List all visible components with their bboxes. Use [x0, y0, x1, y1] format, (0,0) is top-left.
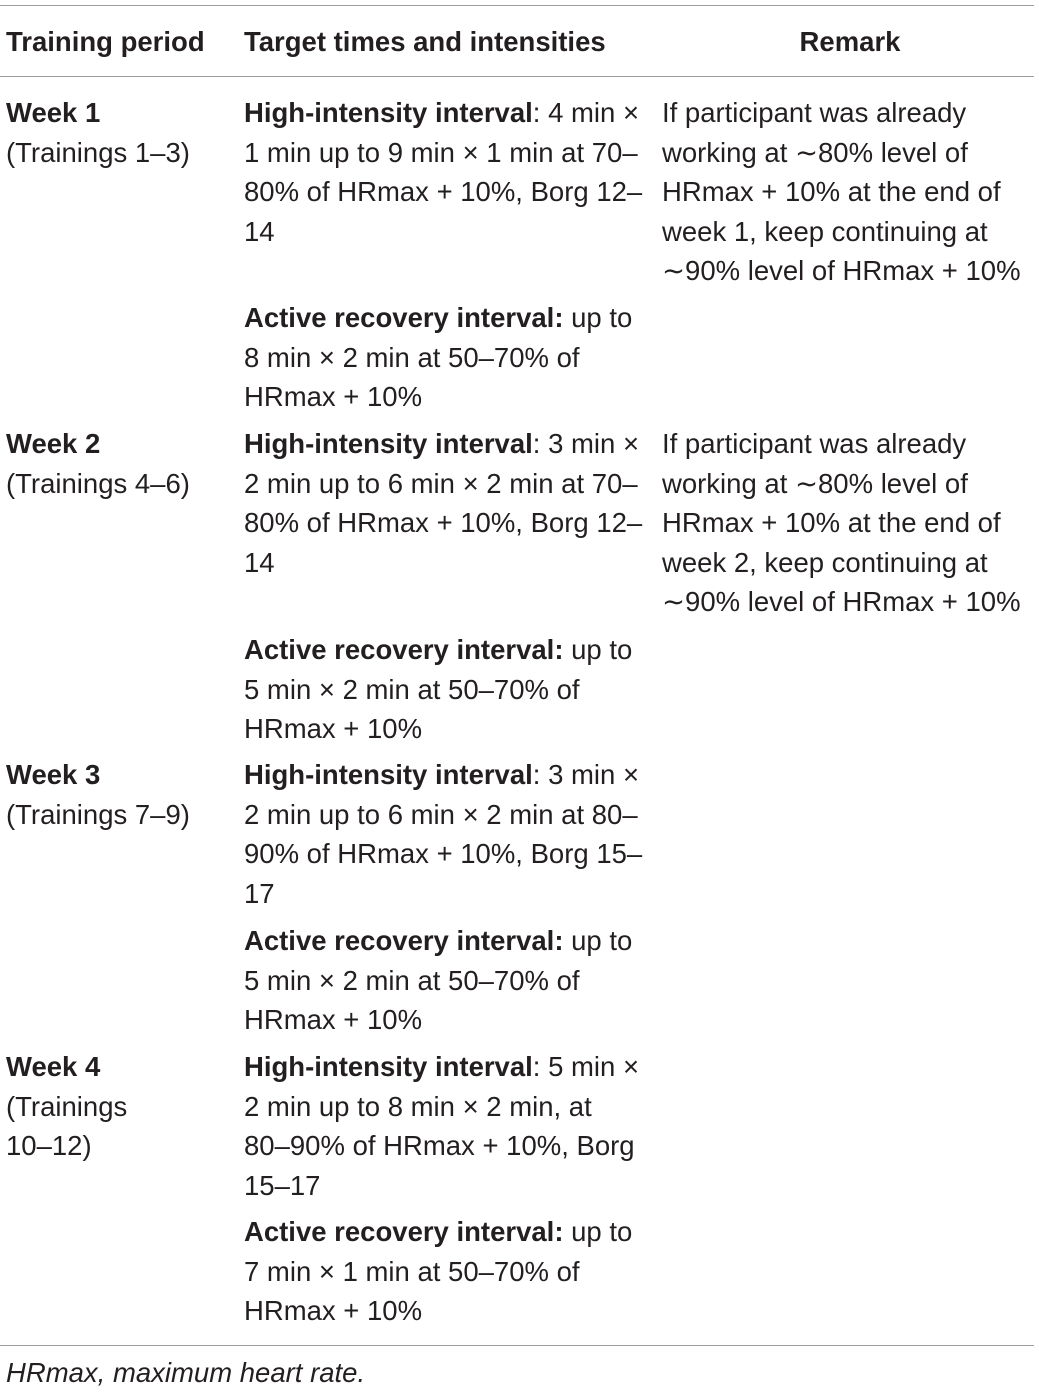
high-intensity-text: : 3 min × 2 min up to 6 min × 2 min at 70–80% of HRmax + 10%, Borg 12–14: [244, 428, 643, 578]
trainings-label: (Trainings 1–3): [6, 136, 190, 168]
high-intensity-text: : 3 min × 2 min up to 6 min × 2 min at 80–90% of HRmax + 10%, Borg 15–17: [244, 759, 643, 909]
week-label: Week 3: [6, 759, 101, 790]
table-row-week-2-high-intensity: [244, 424, 644, 582]
table-row-week-3-active-recovery: [244, 921, 644, 1040]
active-recovery-label: Active recovery interval:: [244, 634, 564, 665]
trainings-label: (Trainings 7–9): [6, 798, 190, 830]
high-intensity-label: High-intensity interval: [244, 428, 533, 459]
week-label: Week 2: [6, 428, 101, 459]
active-recovery-label: Active recovery interval:: [244, 925, 564, 956]
high-intensity-text: : 4 min × 1 min up to 9 min × 1 min at 70–80% of HRmax + 10%, Borg 12–14: [244, 97, 643, 247]
table-row-week-1-active-recovery: [244, 298, 644, 417]
high-intensity-label: High-intensity interval: [244, 759, 533, 790]
header-training-period: Training period: [6, 26, 205, 57]
active-recovery-label: Active recovery interval:: [244, 1216, 564, 1247]
table-row-week-3-period: [6, 755, 231, 834]
active-recovery-text: up to 8 min × 2 min at 50–70% of HRmax + 10%: [244, 302, 633, 412]
header-bottom-rule: [0, 76, 1034, 77]
active-recovery-text: up to 7 min × 1 min at 50–70% of HRmax + 10%: [244, 1216, 633, 1326]
table-row-week-2-active-recovery: [244, 630, 644, 749]
table-row-week-1-high-intensity: [244, 93, 644, 251]
table-row-week-1-remark: If participant was already working at ∼80% level of HRmax + 10% at the end of week 1, keep continuing at ∼90% level of HRmax + 10%: [662, 97, 1021, 286]
trainings-label: (Trainings 10–12): [6, 1090, 128, 1161]
active-recovery-label: Active recovery interval:: [244, 302, 564, 333]
table-top-rule: [0, 5, 1034, 6]
header-target-times: Target times and intensities: [244, 26, 606, 57]
header-remark: Remark: [799, 26, 901, 57]
table-row-week-3-high-intensity: [244, 755, 644, 913]
week-label: Week 4: [6, 1051, 101, 1082]
high-intensity-text: : 5 min × 2 min up to 8 min × 2 min, at 80–90% of HRmax + 10%, Borg 15–17: [244, 1051, 640, 1201]
table-row-week-1-period: [6, 93, 231, 172]
active-recovery-text: up to 5 min × 2 min at 50–70% of HRmax + 10%: [244, 634, 633, 744]
table-row-week-4-active-recovery: [244, 1212, 644, 1331]
week-label: Week 1: [6, 97, 101, 128]
table-row-week-2-remark: If participant was already working at ∼80% level of HRmax + 10% at the end of week 2, keep continuing at ∼90% level of HRmax + 10%: [662, 428, 1021, 617]
table-footnote: HRmax, maximum heart rate.: [6, 1357, 366, 1388]
table-row-week-2-period: [6, 424, 231, 503]
table-row-week-4-high-intensity: [244, 1047, 644, 1205]
table-bottom-rule: [0, 1345, 1034, 1346]
table-row-week-4-period: [6, 1047, 156, 1166]
active-recovery-text: up to 5 min × 2 min at 50–70% of HRmax + 10%: [244, 925, 633, 1035]
high-intensity-label: High-intensity interval: [244, 97, 533, 128]
trainings-label: (Trainings 4–6): [6, 467, 190, 499]
high-intensity-label: High-intensity interval: [244, 1051, 533, 1082]
